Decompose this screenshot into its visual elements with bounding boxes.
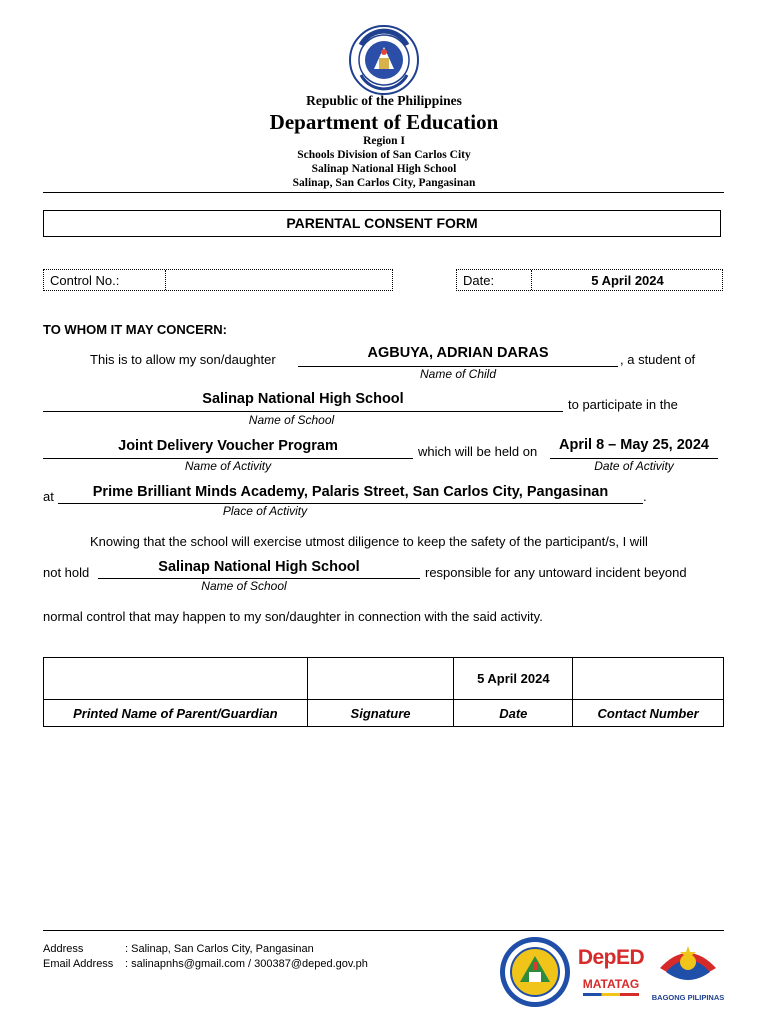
signature-header: Signature <box>307 700 454 727</box>
date-caption: Date of Activity <box>594 459 674 473</box>
control-no-box <box>43 269 393 291</box>
line4-prefix: at <box>43 489 54 504</box>
school-name-field[interactable]: Salinap National High School <box>202 391 404 407</box>
activity-caption: Name of Activity <box>184 459 272 473</box>
line4-suffix: . <box>643 489 647 504</box>
footer-email-value[interactable]: : salinapnhs@gmail.com / 300387@deped.gov.ph <box>125 958 368 970</box>
date-label: Date: <box>463 273 495 288</box>
signature-header-row <box>44 700 724 727</box>
header-divider <box>43 192 724 193</box>
school-seal-logo <box>498 936 572 1008</box>
deped-matatag-logo <box>577 946 645 1004</box>
line1-suffix: , a student of <box>620 352 696 367</box>
bagong-pilipinas-text: BAGONG PILIPINAS <box>651 993 725 1002</box>
department-title: Department of Education <box>269 110 499 134</box>
place-caption: Place of Activity <box>222 504 308 518</box>
deped-logo-text: DepED <box>577 946 645 969</box>
bagong-pilipinas-logo <box>650 938 726 992</box>
footer-divider <box>43 930 724 931</box>
date-box <box>456 269 723 291</box>
line1-text: This is to allow my son/daughter <box>90 352 276 367</box>
address-line: Salinap, San Carlos City, Pangasinan <box>292 177 476 189</box>
paragraph2-prefix: not hold <box>43 565 90 580</box>
form-title: PARENTAL CONSENT FORM <box>286 215 478 231</box>
parent-name-cell[interactable] <box>44 658 308 700</box>
matatag-logo-text: MATATAG <box>582 977 640 991</box>
line2-suffix: to participate in the <box>568 397 678 412</box>
paragraph2-suffix: responsible for any untoward incident beyond <box>425 565 687 580</box>
republic-line: Republic of the Philippines <box>306 93 462 108</box>
paragraph2-line1: Knowing that the school will exercise utmost diligence to keep the safety of the participant/s, I will <box>90 534 648 549</box>
contact-number-cell[interactable] <box>573 658 724 700</box>
salutation: TO WHOM IT MAY CONCERN: <box>43 322 227 337</box>
division-line: Schools Division of San Carlos City <box>297 149 471 161</box>
signature-cell[interactable] <box>307 658 454 700</box>
signature-entry-row <box>44 658 724 700</box>
footer-address-label: Address <box>43 943 84 955</box>
control-no-label: Control No.: <box>50 273 120 288</box>
responsible-school-field[interactable]: Salinap National High School <box>158 559 360 575</box>
footer-address-value: : Salinap, San Carlos City, Pangasinan <box>125 943 314 955</box>
place-field[interactable]: Prime Brilliant Minds Academy, Palaris Street, San Carlos City, Pangasinan <box>92 484 609 500</box>
child-caption: Name of Child <box>419 367 497 381</box>
deped-seal-logo <box>347 25 421 95</box>
school-line: Salinap National High School <box>311 163 457 175</box>
contact-number-header: Contact Number <box>573 700 724 727</box>
signature-date-cell[interactable]: 5 April 2024 <box>454 658 573 700</box>
signature-table <box>43 657 724 727</box>
paragraph2-line3: normal control that may happen to my son/daughter in connection with the said activity. <box>43 609 543 624</box>
date-header: Date <box>454 700 573 727</box>
parent-name-header: Printed Name of Parent/Guardian <box>44 700 308 727</box>
activity-name-field[interactable]: Joint Delivery Voucher Program <box>118 438 338 454</box>
activity-date-field[interactable]: April 8 – May 25, 2024 <box>559 437 709 453</box>
region-line: Region I <box>363 135 405 147</box>
form-title-box <box>43 210 721 237</box>
line3-text: which will be held on <box>418 444 538 459</box>
child-name-field[interactable]: AGBUYA, ADRIAN DARAS <box>367 345 549 361</box>
footer-email-label: Email Address <box>43 958 114 970</box>
school-caption: Name of School <box>248 413 335 427</box>
responsible-school-caption: Name of School <box>201 579 287 593</box>
date-value[interactable]: 5 April 2024 <box>591 273 664 288</box>
